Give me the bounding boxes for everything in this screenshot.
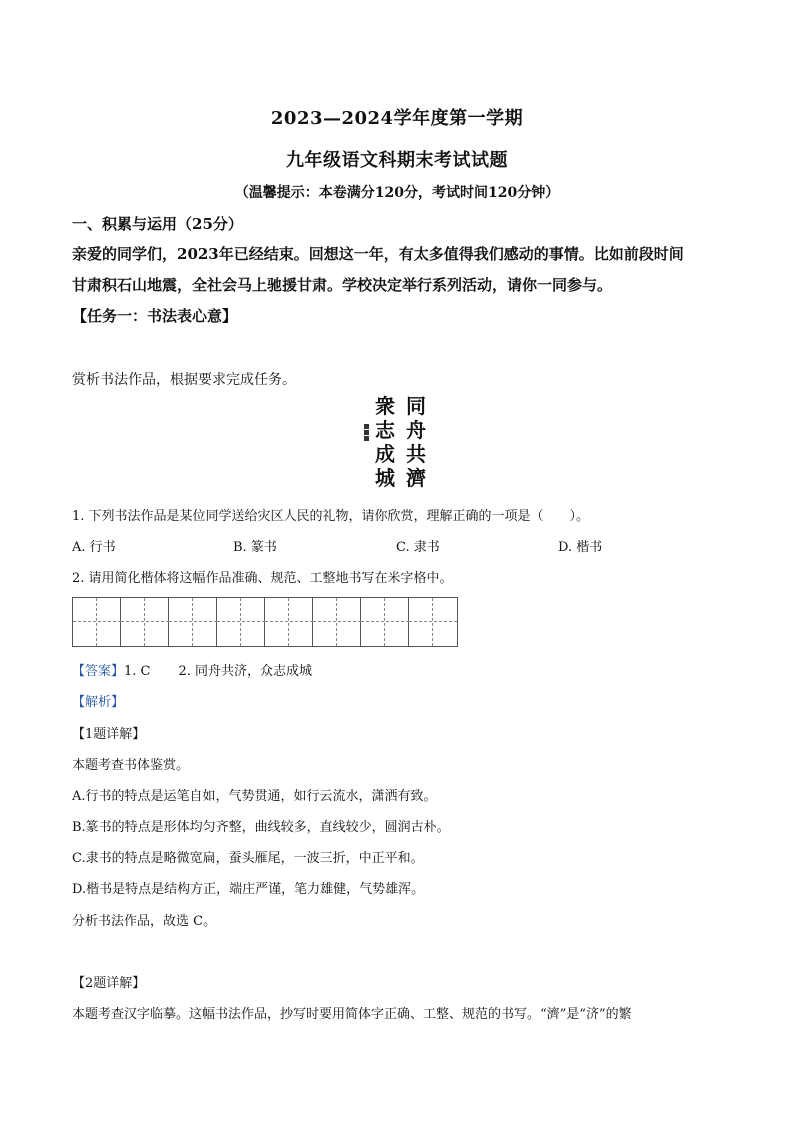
- calligraphy-char: 同: [406, 394, 426, 418]
- calligraphy-char: 成: [375, 442, 395, 466]
- intro-line-2: 甘肃积石山地震，全社会马上驰援甘肃。学校决定举行系列活动，请你一同参与。: [72, 276, 613, 294]
- calligraphy-char: 濟: [406, 466, 426, 490]
- answer-label: 【答案】: [72, 664, 125, 679]
- option-b: B. 篆书: [233, 540, 277, 555]
- calligraphy-right-column: [405, 394, 427, 490]
- task-instruction: 赏析书法作品，根据要求完成任务。: [72, 372, 296, 388]
- grid-cell: [313, 598, 361, 646]
- option-a: A. 行书: [72, 540, 116, 555]
- detail-1-heading: 【1题详解】: [72, 727, 146, 742]
- calligraphy-char: 城: [375, 466, 395, 490]
- grid-cell: [265, 598, 313, 646]
- calligraphy-char: 衆: [375, 394, 395, 418]
- calligraphy-char: 舟: [406, 418, 426, 442]
- answer-row: [72, 660, 312, 679]
- section-heading: 一、积累与运用（25分）: [72, 215, 243, 233]
- detail-1-line: B.篆书的特点是形体均匀齐整，曲线较多，直线较少，圆润古朴。: [72, 820, 450, 835]
- detail-2-line: 本题考查汉字临摹。这幅书法作品，抄写时要用简体字正确、工整、规范的书写。“濟”是“济”的繁: [72, 1007, 632, 1022]
- mizige-writing-grid: [72, 597, 458, 647]
- question-1-stem: 1. 下列书法作品是某位同学送给灾区人民的礼物，请你欣赏，理解正确的一项是（ ）。: [72, 509, 590, 524]
- grid-cell: [217, 598, 265, 646]
- option-d: D. 楷书: [558, 540, 603, 555]
- detail-1-line: 分析书法作品，故选 C。: [72, 914, 217, 929]
- calligraphy-artwork: [370, 394, 430, 494]
- detail-2-heading: 【2题详解】: [72, 976, 146, 991]
- analysis-label: 【解析】: [72, 695, 125, 710]
- seal-stamp-icon: [364, 424, 369, 442]
- calligraphy-char: 志: [375, 418, 395, 442]
- detail-1-line: D.楷书是特点是结构方正，端庄严谨，笔力雄健，气势雄浑。: [72, 882, 425, 897]
- page-title: 2023—2024学年度第一学期: [270, 108, 524, 129]
- grid-cell: [73, 598, 121, 646]
- option-c: C. 隶书: [396, 540, 440, 555]
- detail-1-line: A.行书的特点是运笔自如，气势贯通，如行云流水，潇洒有致。: [72, 789, 437, 804]
- grid-cell: [409, 598, 457, 646]
- detail-1-line: 本题考查书体鉴赏。: [72, 758, 190, 773]
- calligraphy-char: 共: [406, 442, 426, 466]
- task1-heading: 【任务一：书法表心意】: [72, 307, 238, 325]
- grid-cell: [361, 598, 409, 646]
- detail-1-line: C.隶书的特点是略微宽扁，蚕头雁尾，一波三折，中正平和。: [72, 851, 424, 866]
- answer-1: 1. C: [124, 664, 151, 679]
- page-subtitle: 九年级语文科期末考试试题: [286, 150, 508, 171]
- exam-note: （温馨提示：本卷满分120分，考试时间120分钟）: [234, 185, 560, 201]
- answer-2: 2. 同舟共济，众志成城: [178, 664, 313, 679]
- question-2-stem: 2. 请用简化楷体将这幅作品准确、规范、工整地书写在米字格中。: [72, 571, 453, 586]
- grid-cell: [169, 598, 217, 646]
- calligraphy-left-column: [374, 394, 396, 490]
- intro-line-1: 亲爱的同学们，2023年已经结束。回想这一年，有太多值得我们感动的事情。比如前段时间: [72, 245, 684, 263]
- grid-cell: [121, 598, 169, 646]
